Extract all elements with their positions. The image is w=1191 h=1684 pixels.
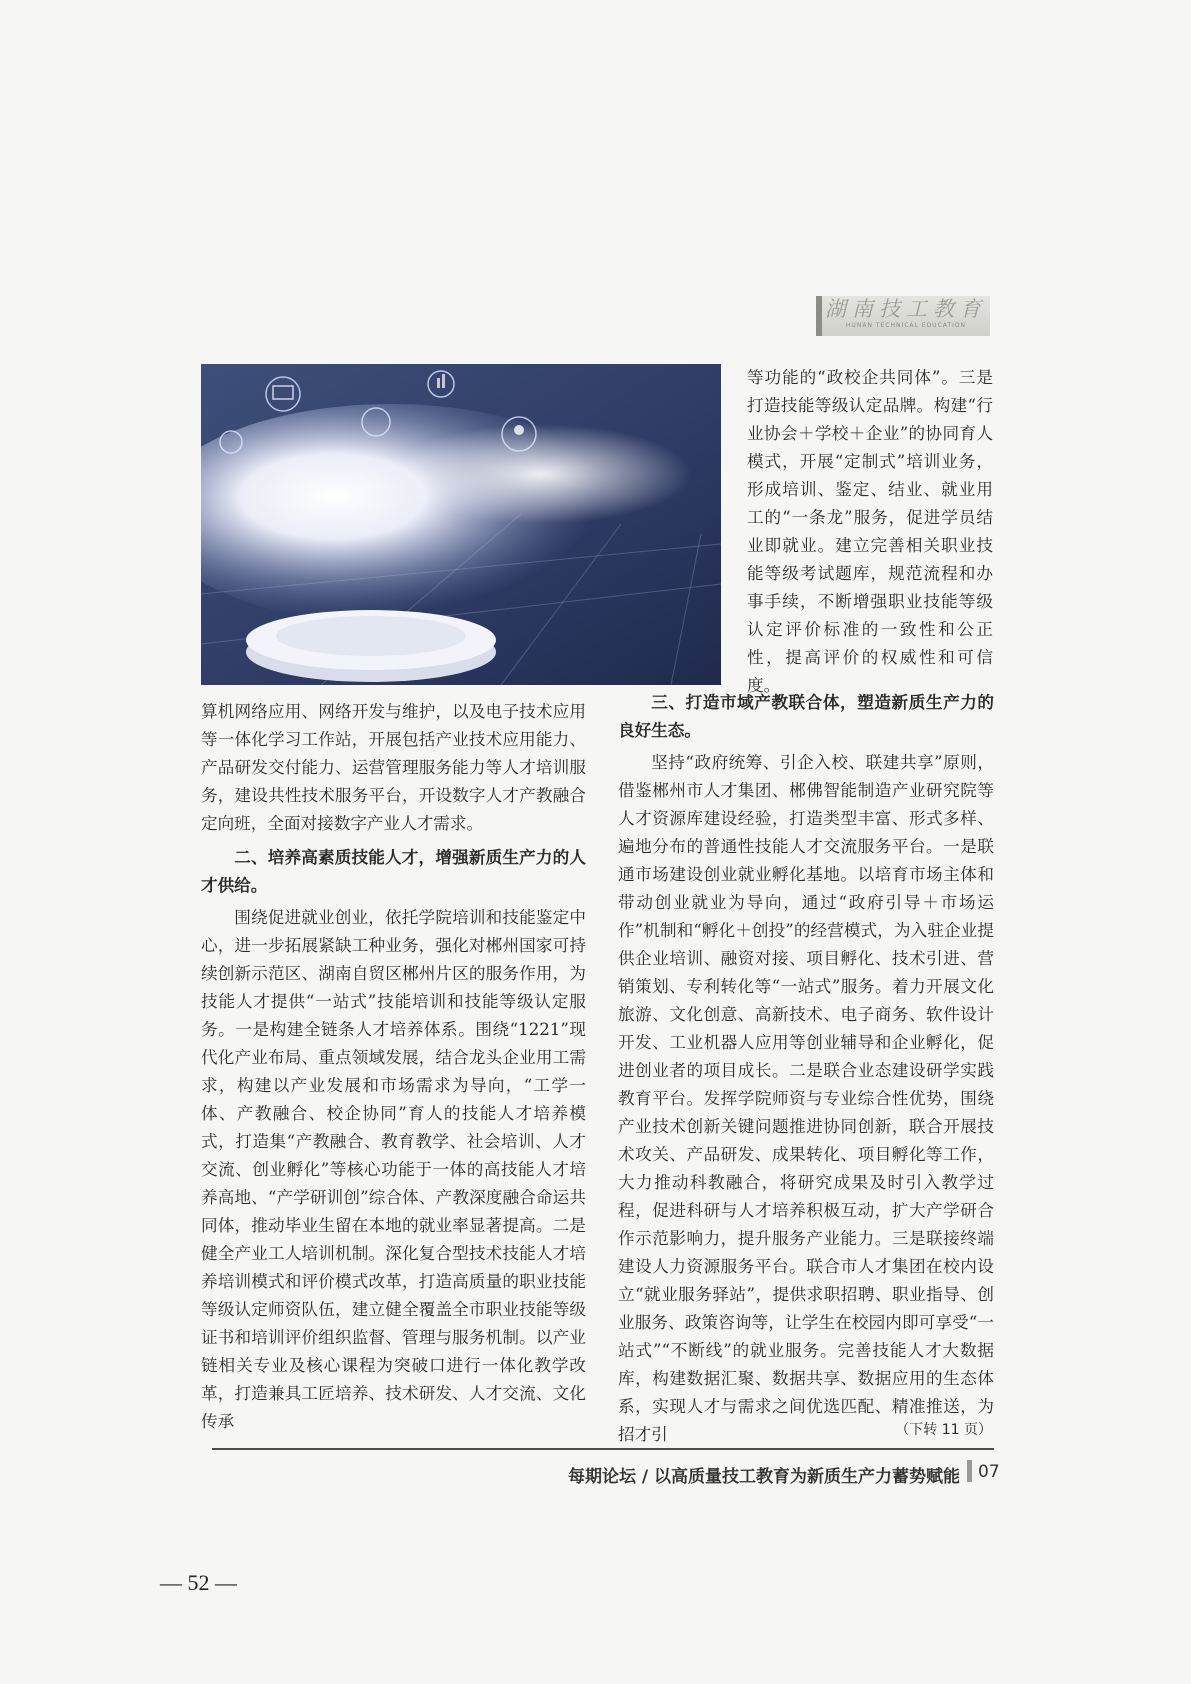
paragraph-right-top: 等功能的“政校企共同体”。三是打造技能等级认定品牌。构建“行业协会＋学校＋企业”的协同育人模式，开展“定制式”培训业务，形成培训、鉴定、结业、就业用工的“一条龙”服务，促进学员结业即就业。建立完善相关职业技能等级考试题库，规范流程和办事手续，不断增强职业技能等级认定评价标准的一致性和公正性，提高评价的权威性和可信度。 bbox=[747, 368, 993, 695]
platform-disc bbox=[246, 610, 496, 682]
magazine-page-number: 07 bbox=[978, 1462, 1000, 1482]
magazine-logo: 湖南技工教育 bbox=[825, 297, 987, 321]
footer-divider bbox=[212, 1448, 994, 1450]
magazine-masthead bbox=[816, 296, 990, 336]
scan-page-number: — 52 — bbox=[160, 1570, 237, 1595]
footer-separator-bar bbox=[967, 1460, 972, 1482]
section-heading-3: 三、打造市域产教联合体，塑造新质生产力的良好生态。 bbox=[618, 693, 994, 740]
right-column-top bbox=[747, 364, 993, 700]
paragraph-left-2: 围绕促进就业创业，依托学院培训和技能鉴定中心，进一步拓展紧缺工种业务，强化对郴州国家可持续创新示范区、湖南自贸区郴州片区的服务作用，为技能人才提供“一站式”技能培训和技能等级认定服务。一是构建全链条人才培养体系。围绕“1221”现代化产业布局、重点领域发展，结合龙头企业用工需求，构建以产业发展和市场需求为导向，“工学一体、产教融合、校企协同”育人的技能人才培养模式，打造集“产教融合、教育教学、社会培训、人才交流、创业孵化”等核心功能于一体的高技能人才培养高地、“产学研训创”综合体、产教深度融合命运共同体，推动毕业生留在本地的就业率显著提高。二是健全产业工人培训机制。深化复合型技术技能人才培养培训模式和评价模式改革，打造高质量的职业技能等级认定师资队伍，建立健全覆盖全市职业技能等级证书和培训评价组织监督、管理与服务机制。以产业链相关专业及核心课程为突破口进行一体化教学改革，打造兼具工匠培养、技术研发、人才交流、文化传承 bbox=[201, 908, 586, 1431]
left-column bbox=[201, 698, 586, 1436]
running-footer-title: 每期论坛 / 以高质量技工教育为新质生产力蓄势赋能 bbox=[567, 1467, 960, 1487]
continued-note: （下转 11 页） bbox=[895, 1422, 992, 1438]
magazine-subtitle: HUNAN TECHNICAL EDUCATION bbox=[845, 322, 967, 329]
section-heading-2: 二、培养高素质技能人才，增强新质生产力的人才供给。 bbox=[201, 848, 586, 895]
paragraph-right: 坚持“政府统筹、引企入校、联建共享”原则，借鉴郴州市人才集团、郴佛智能制造产业研究院等人才资源库建设经验，打造类型丰富、形式多样、遍地分布的普通性技能人才交流服务平台。一是联通市场建设创业就业孵化基地。以培育市场主体和带动创业就业为导向，通过“政府引导＋市场运作”机制和“孵化＋创投”的经营模式，为入驻企业提供企业培训、融资对接、项目孵化、技术引进、营销策划、专利转化等“一站式”服务。着力开展文化旅游、文化创意、高新技术、电子商务、软件设计开发、工业机器人应用等创业辅导和企业孵化，促进创业者的项目成长。二是联合业态建设研学实践教育平台。发挥学院师资与专业综合性优势，围绕产业技术创新关键问题推进协同创新，联合开展技术攻关、产品研发、成果转化、项目孵化等工作，大力推动科教融合，将研究成果及时引入教学过程，促进科研与人才培养积极互动，扩大产学研合作示范影响力，提升服务产业能力。三是联接终端建设人力资源服务平台。联合市人才集团在校内设立“就业服务驿站”，提供求职招聘、职业指导、创业服务、政策咨询等，让学生在校园内即可享受“一站式”“不断线”的就业服务。完善技能人才大数据库，构建数据汇聚、数据共享、数据应用的生态体系，实现人才与需求之间优选匹配、精准推送，为招才引 bbox=[618, 753, 994, 1444]
article-photo bbox=[201, 364, 721, 685]
paragraph-left-1: 算机网络应用、网络开发与维护，以及电子技术应用等一体化学习工作站，开展包括产业技术应用能力、产品研发交付能力、运营管理服务能力等人才培训服务，建设共性技术服务平台，开设数字人才产教融合定向班，全面对接数字产业人才需求。 bbox=[201, 702, 586, 833]
right-column bbox=[618, 683, 994, 1449]
